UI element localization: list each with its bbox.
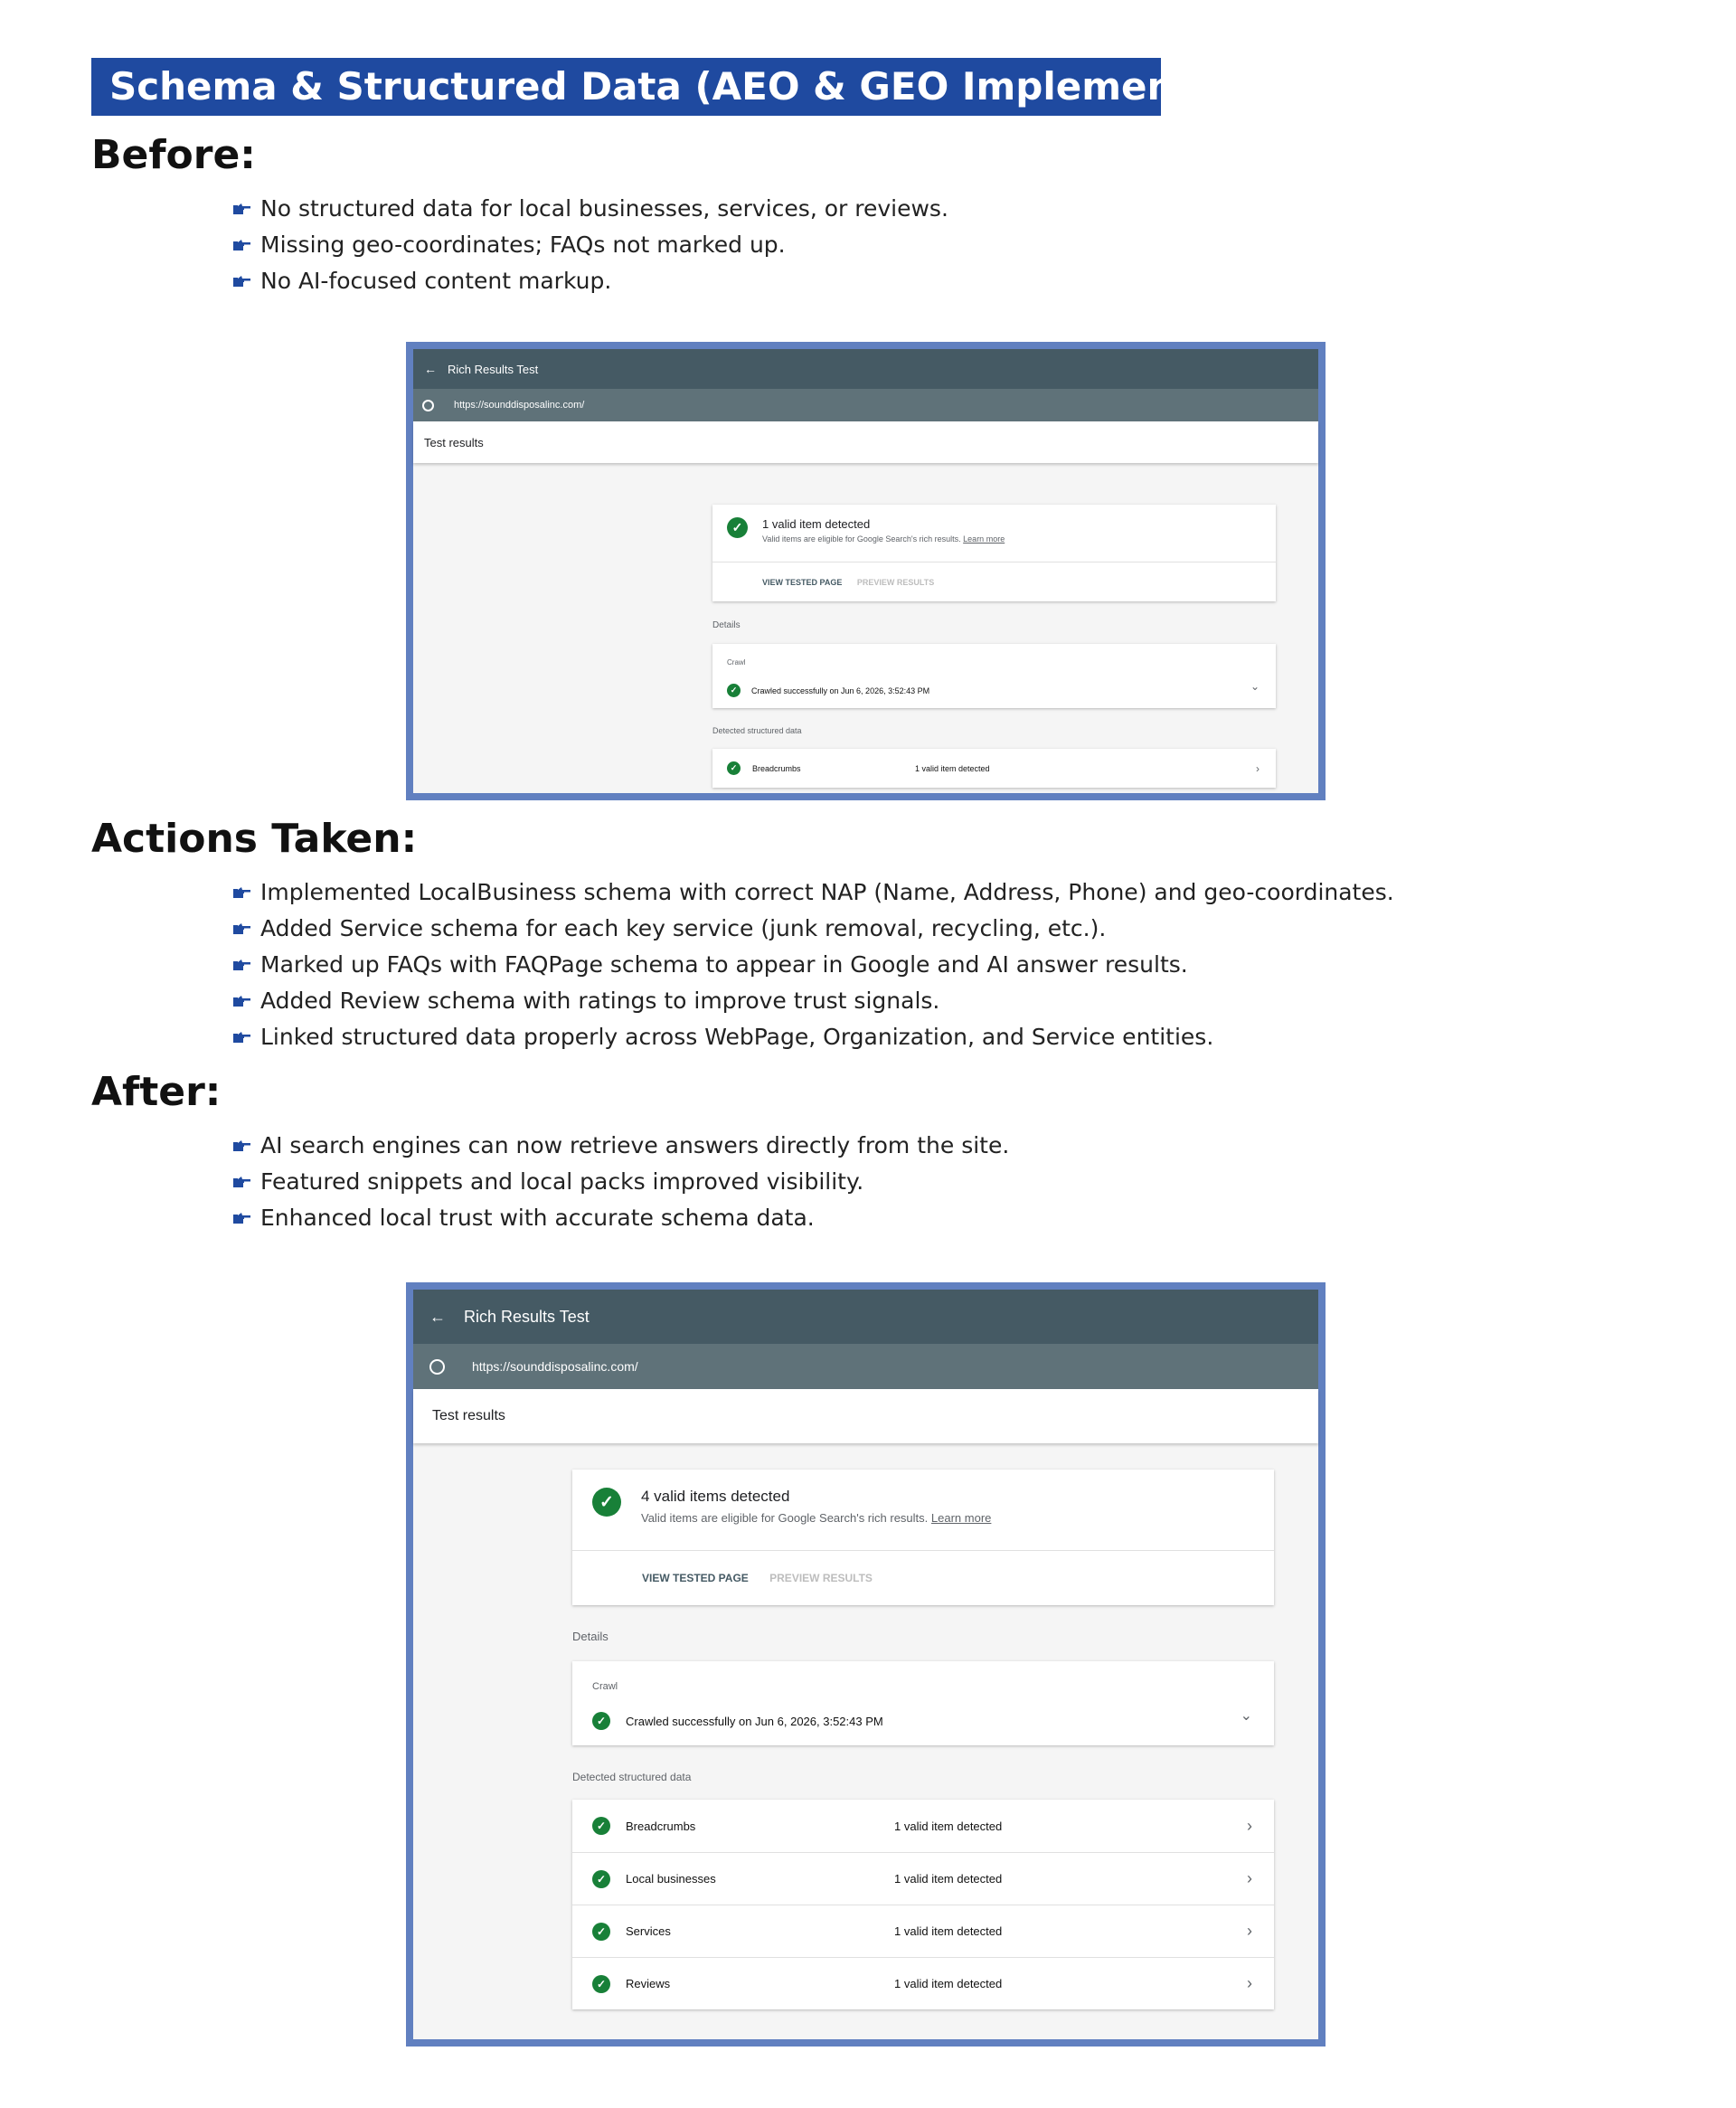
check-circle-icon: ✓ bbox=[592, 1975, 610, 1993]
check-circle-icon: ✓ bbox=[592, 1870, 610, 1888]
learn-more-link[interactable]: Learn more bbox=[963, 534, 1005, 544]
crawl-status: Crawled successfully on Jun 6, 2026, 3:52:43 PM bbox=[626, 1714, 883, 1728]
list-item-text: Enhanced local trust with accurate schema data. bbox=[260, 1204, 815, 1231]
preview-results-button[interactable]: PREVIEW RESULTS bbox=[856, 578, 935, 587]
test-results-label: Test results bbox=[432, 1408, 505, 1423]
test-results-label: Test results bbox=[424, 435, 484, 449]
view-tested-page-button[interactable]: VIEW TESTED PAGE bbox=[762, 578, 843, 587]
table-row[interactable] bbox=[572, 1800, 1274, 1852]
after-heading: After: bbox=[91, 1069, 222, 1115]
app-bar bbox=[413, 349, 1318, 389]
pointing-hand-icon bbox=[233, 1138, 251, 1152]
list-item bbox=[233, 190, 948, 226]
table-row[interactable] bbox=[712, 749, 1276, 788]
list-item bbox=[233, 1163, 1009, 1199]
row-status: 1 valid item detected bbox=[894, 1872, 1003, 1886]
row-name: Services bbox=[626, 1924, 671, 1938]
pointing-hand-icon bbox=[233, 237, 251, 251]
preview-results-button[interactable]: PREVIEW RESULTS bbox=[769, 1572, 873, 1584]
list-item bbox=[233, 1127, 1009, 1163]
after-list bbox=[233, 1127, 1009, 1235]
chevron-right-icon[interactable]: › bbox=[1247, 1869, 1252, 1887]
check-circle-icon: ✓ bbox=[592, 1923, 610, 1941]
list-item-text: Implemented LocalBusiness schema with correct NAP (Name, Address, Phone) and geo-coordinates. bbox=[260, 878, 1394, 905]
chevron-right-icon[interactable]: › bbox=[1247, 1974, 1252, 1992]
list-item bbox=[233, 946, 1394, 982]
list-item-text: Linked structured data properly across WebPage, Organization, and Service entities. bbox=[260, 1023, 1214, 1050]
learn-more-link[interactable]: Learn more bbox=[930, 1511, 992, 1525]
summary-title: 1 valid item detected bbox=[762, 517, 871, 531]
table-row[interactable] bbox=[572, 1957, 1274, 2009]
chevron-down-icon[interactable]: ⌄ bbox=[1250, 680, 1260, 693]
pointing-hand-icon bbox=[233, 1210, 251, 1224]
crawl-label: Crawl bbox=[592, 1681, 618, 1692]
before-heading: Before: bbox=[91, 132, 256, 178]
pointing-hand-icon bbox=[233, 201, 251, 215]
row-name: Reviews bbox=[626, 1977, 671, 1990]
list-item-text: Added Service schema for each key service (junk removal, recycling, etc.). bbox=[260, 914, 1107, 941]
actions-heading: Actions Taken: bbox=[91, 816, 418, 862]
pointing-hand-icon bbox=[233, 884, 251, 899]
crawl-card[interactable] bbox=[572, 1661, 1274, 1745]
app-title: Rich Results Test bbox=[464, 1307, 590, 1326]
list-item bbox=[233, 1018, 1394, 1054]
row-name: Breadcrumbs bbox=[752, 763, 801, 773]
row-status: 1 valid item detected bbox=[894, 1977, 1003, 1990]
list-item bbox=[233, 1199, 1009, 1235]
url-bar[interactable] bbox=[413, 1344, 1318, 1389]
pointing-hand-icon bbox=[233, 1174, 251, 1188]
list-item bbox=[233, 910, 1394, 946]
before-screenshot bbox=[406, 342, 1326, 800]
chevron-right-icon[interactable]: › bbox=[1247, 1922, 1252, 1940]
test-results-bar bbox=[413, 421, 1318, 463]
row-name: Breadcrumbs bbox=[626, 1819, 696, 1833]
row-status: 1 valid item detected bbox=[894, 1819, 1003, 1833]
pointing-hand-icon bbox=[233, 1029, 251, 1044]
row-status: 1 valid item detected bbox=[894, 1924, 1003, 1938]
chevron-right-icon[interactable]: › bbox=[1256, 761, 1260, 775]
list-item-text: AI search engines can now retrieve answers directly from the site. bbox=[260, 1131, 1010, 1158]
row-status: 1 valid item detected bbox=[915, 763, 990, 773]
summary-card bbox=[572, 1470, 1274, 1605]
test-results-bar bbox=[413, 1389, 1318, 1443]
summary-subtitle: Valid items are eligible for Google Search's rich results. bbox=[641, 1511, 929, 1525]
page-title: Schema & Structured Data (AEO & GEO Implementation) bbox=[91, 58, 1161, 116]
list-item bbox=[233, 262, 948, 298]
before-list bbox=[233, 190, 948, 298]
detected-list bbox=[572, 1800, 1274, 2009]
table-row[interactable] bbox=[572, 1905, 1274, 1957]
url-text: https://sounddisposalinc.com/ bbox=[472, 1359, 638, 1374]
check-circle-icon: ✓ bbox=[727, 761, 741, 775]
app-title: Rich Results Test bbox=[448, 362, 539, 376]
detected-label: Detected structured data bbox=[572, 1771, 692, 1783]
list-item bbox=[233, 874, 1394, 910]
back-arrow-icon[interactable]: ← bbox=[429, 1307, 446, 1326]
row-name: Local businesses bbox=[626, 1872, 716, 1886]
app-bar bbox=[413, 1290, 1318, 1344]
list-item bbox=[233, 982, 1394, 1018]
detected-list bbox=[712, 749, 1276, 788]
view-tested-page-button[interactable]: VIEW TESTED PAGE bbox=[642, 1572, 749, 1584]
list-item-text: Marked up FAQs with FAQPage schema to appear in Google and AI answer results. bbox=[260, 950, 1188, 978]
summary-card bbox=[712, 505, 1276, 601]
chevron-right-icon[interactable]: › bbox=[1247, 1816, 1252, 1835]
back-arrow-icon[interactable]: ← bbox=[424, 362, 437, 376]
detected-label: Detected structured data bbox=[712, 726, 802, 735]
list-item-text: Featured snippets and local packs improved visibility. bbox=[260, 1167, 864, 1195]
pointing-hand-icon bbox=[233, 957, 251, 971]
check-circle-icon: ✓ bbox=[592, 1712, 610, 1730]
chevron-down-icon[interactable]: ⌄ bbox=[1240, 1708, 1252, 1724]
url-text: https://sounddisposalinc.com/ bbox=[454, 400, 585, 411]
check-circle-icon: ✓ bbox=[727, 517, 748, 538]
list-item-text: No AI-focused content markup. bbox=[260, 267, 612, 294]
list-item-text: No structured data for local businesses, services, or reviews. bbox=[260, 194, 948, 222]
check-circle-icon: ✓ bbox=[592, 1488, 621, 1517]
pointing-hand-icon bbox=[233, 993, 251, 1007]
globe-icon bbox=[422, 400, 434, 411]
pointing-hand-icon bbox=[233, 273, 251, 288]
globe-icon bbox=[429, 1359, 445, 1375]
check-circle-icon: ✓ bbox=[727, 684, 741, 697]
crawl-card[interactable] bbox=[712, 644, 1276, 708]
table-row[interactable] bbox=[572, 1852, 1274, 1905]
url-bar[interactable] bbox=[413, 389, 1318, 421]
list-item-text: Added Review schema with ratings to improve trust signals. bbox=[260, 987, 940, 1014]
actions-list bbox=[233, 874, 1394, 1054]
details-label: Details bbox=[712, 620, 741, 630]
crawl-label: Crawl bbox=[727, 658, 746, 666]
list-item bbox=[233, 226, 948, 262]
summary-subtitle: Valid items are eligible for Google Search's rich results. bbox=[762, 534, 961, 544]
summary-title: 4 valid items detected bbox=[641, 1488, 790, 1505]
pointing-hand-icon bbox=[233, 921, 251, 935]
check-circle-icon: ✓ bbox=[592, 1817, 610, 1835]
details-label: Details bbox=[572, 1630, 609, 1643]
crawl-status: Crawled successfully on Jun 6, 2026, 3:52:43 PM bbox=[751, 685, 930, 695]
after-screenshot bbox=[406, 1282, 1326, 2047]
list-item-text: Missing geo-coordinates; FAQs not marked up. bbox=[260, 231, 786, 258]
